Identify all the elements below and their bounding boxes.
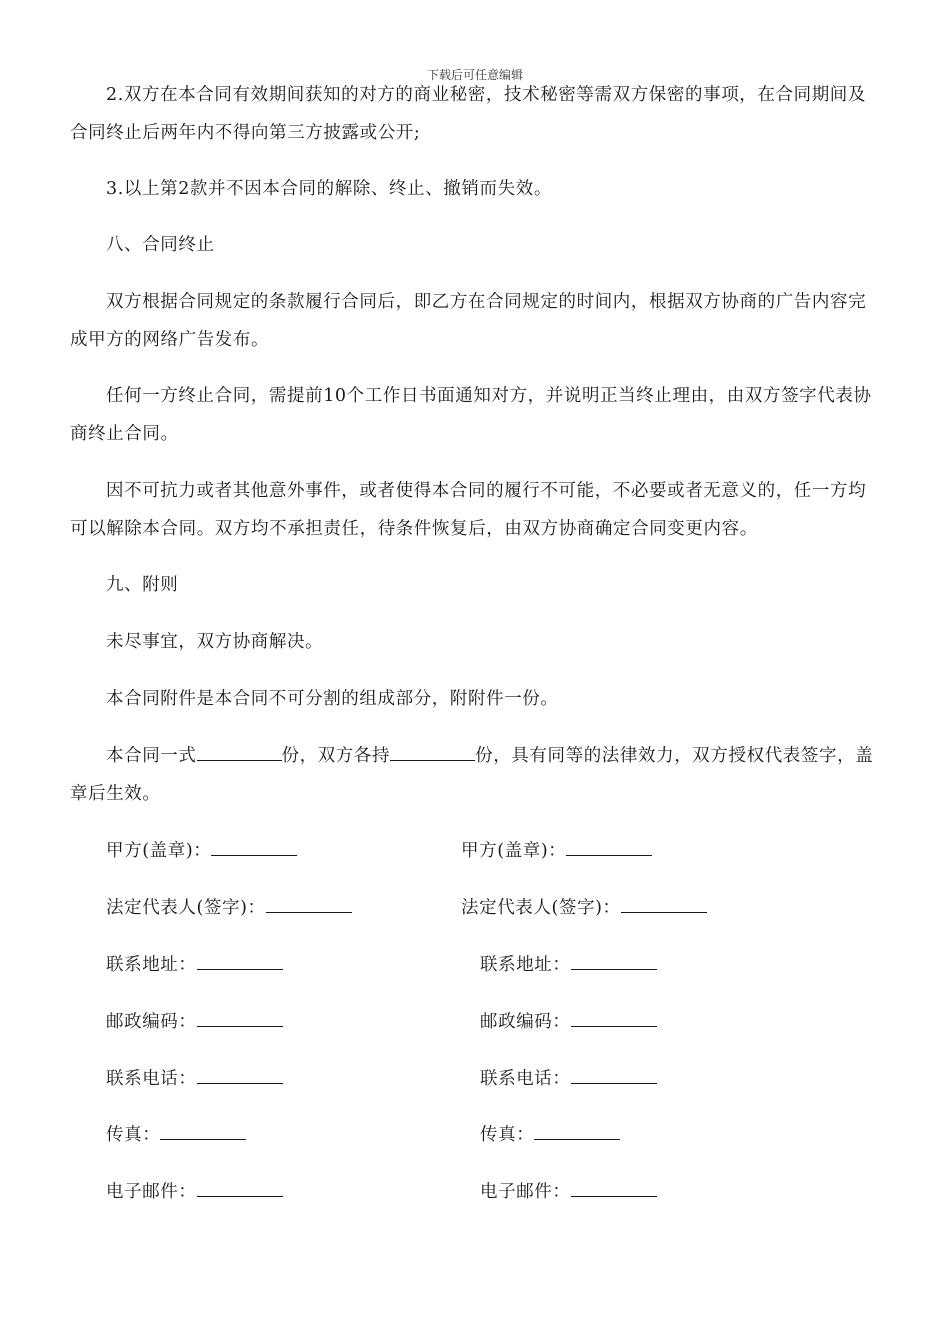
left-address-line (106, 952, 283, 977)
clause-8-1: 双方根据合同规定的条款履行合同后，即乙方在合同规定的时间内，根据双方协商的广告内容完成甲方的网络广告发布。 (70, 292, 867, 350)
left-fax-label: 传真： (106, 1125, 161, 1145)
clause-9-2: 本合同附件是本合同不可分割的组成部分，附附件一份。 (106, 689, 559, 709)
right-seal-line (461, 838, 652, 863)
right-address-blank[interactable] (571, 952, 657, 970)
left-postcode-blank[interactable] (197, 1009, 283, 1027)
left-phone-blank[interactable] (197, 1066, 283, 1084)
copies-effect-text: 份，具有同等的法律效力，双方授权代表签字，盖章后生效。 (70, 746, 874, 804)
right-postcode-line (480, 1009, 657, 1034)
right-phone-blank[interactable] (571, 1066, 657, 1084)
left-fax-line (106, 1122, 246, 1147)
left-phone-label: 联系电话： (106, 1069, 197, 1089)
left-seal-line (106, 838, 297, 863)
copies-total-blank[interactable] (197, 743, 282, 761)
right-email-blank[interactable] (571, 1179, 657, 1197)
left-seal-label: 甲方(盖章)： (106, 841, 212, 861)
right-fax-line (480, 1122, 620, 1147)
left-email-blank[interactable] (197, 1179, 283, 1197)
right-email-line (480, 1179, 657, 1204)
left-rep-line (106, 895, 352, 920)
section-9-heading: 九、附则 (106, 575, 179, 595)
clause-9-3 (70, 737, 882, 813)
left-address-blank[interactable] (197, 952, 283, 970)
clause-8-3: 因不可抗力或者其他意外事件，或者使得本合同的履行不可能，不必要或者无意义的，任一方均可以解除本合同。双方均不承担责任，待条件恢复后，由双方协商确定合同变更内容。 (70, 481, 867, 539)
right-rep-label: 法定代表人(签字)： (461, 898, 621, 918)
right-postcode-blank[interactable] (571, 1009, 657, 1027)
copies-each-blank[interactable] (390, 743, 475, 761)
copies-label: 本合同一式 (106, 746, 197, 766)
left-email-line (106, 1179, 283, 1204)
right-rep-line (461, 895, 707, 920)
header-note: 下载后可任意编辑 (426, 68, 523, 82)
left-rep-label: 法定代表人(签字)： (106, 898, 266, 918)
left-address-label: 联系地址： (106, 955, 197, 975)
right-address-line (480, 952, 657, 977)
left-email-label: 电子邮件： (106, 1182, 197, 1202)
clause-7-3: 3.以上第2款并不因本合同的解除、终止、撤销而失效。 (106, 179, 552, 199)
left-rep-blank[interactable] (266, 895, 352, 913)
section-8-heading: 八、合同终止 (106, 235, 215, 255)
right-phone-label: 联系电话： (480, 1069, 571, 1089)
right-rep-blank[interactable] (621, 895, 707, 913)
right-fax-label: 传真： (480, 1125, 535, 1145)
right-seal-blank[interactable] (566, 838, 652, 856)
left-postcode-line (106, 1009, 283, 1034)
right-phone-line (480, 1066, 657, 1091)
left-seal-blank[interactable] (211, 838, 297, 856)
right-address-label: 联系地址： (480, 955, 571, 975)
copies-each-label: 份，双方各持 (281, 746, 391, 766)
left-fax-blank[interactable] (160, 1122, 246, 1140)
clause-8-2: 任何一方终止合同，需提前10个工作日书面通知对方，并说明正当终止理由，由双方签字代表协商终止合同。 (70, 386, 872, 444)
right-email-label: 电子邮件： (480, 1182, 571, 1202)
right-seal-label: 甲方(盖章)： (461, 841, 567, 861)
left-postcode-label: 邮政编码： (106, 1012, 197, 1032)
clause-7-2: 2.双方在本合同有效期间获知的对方的商业秘密，技术秘密等需双方保密的事项，在合同期间及合同终止后两年内不得向第三方披露或公开; (70, 85, 866, 143)
clause-9-1: 未尽事宜，双方协商解决。 (106, 632, 324, 652)
right-postcode-label: 邮政编码： (480, 1012, 571, 1032)
left-phone-line (106, 1066, 283, 1091)
right-fax-blank[interactable] (534, 1122, 620, 1140)
